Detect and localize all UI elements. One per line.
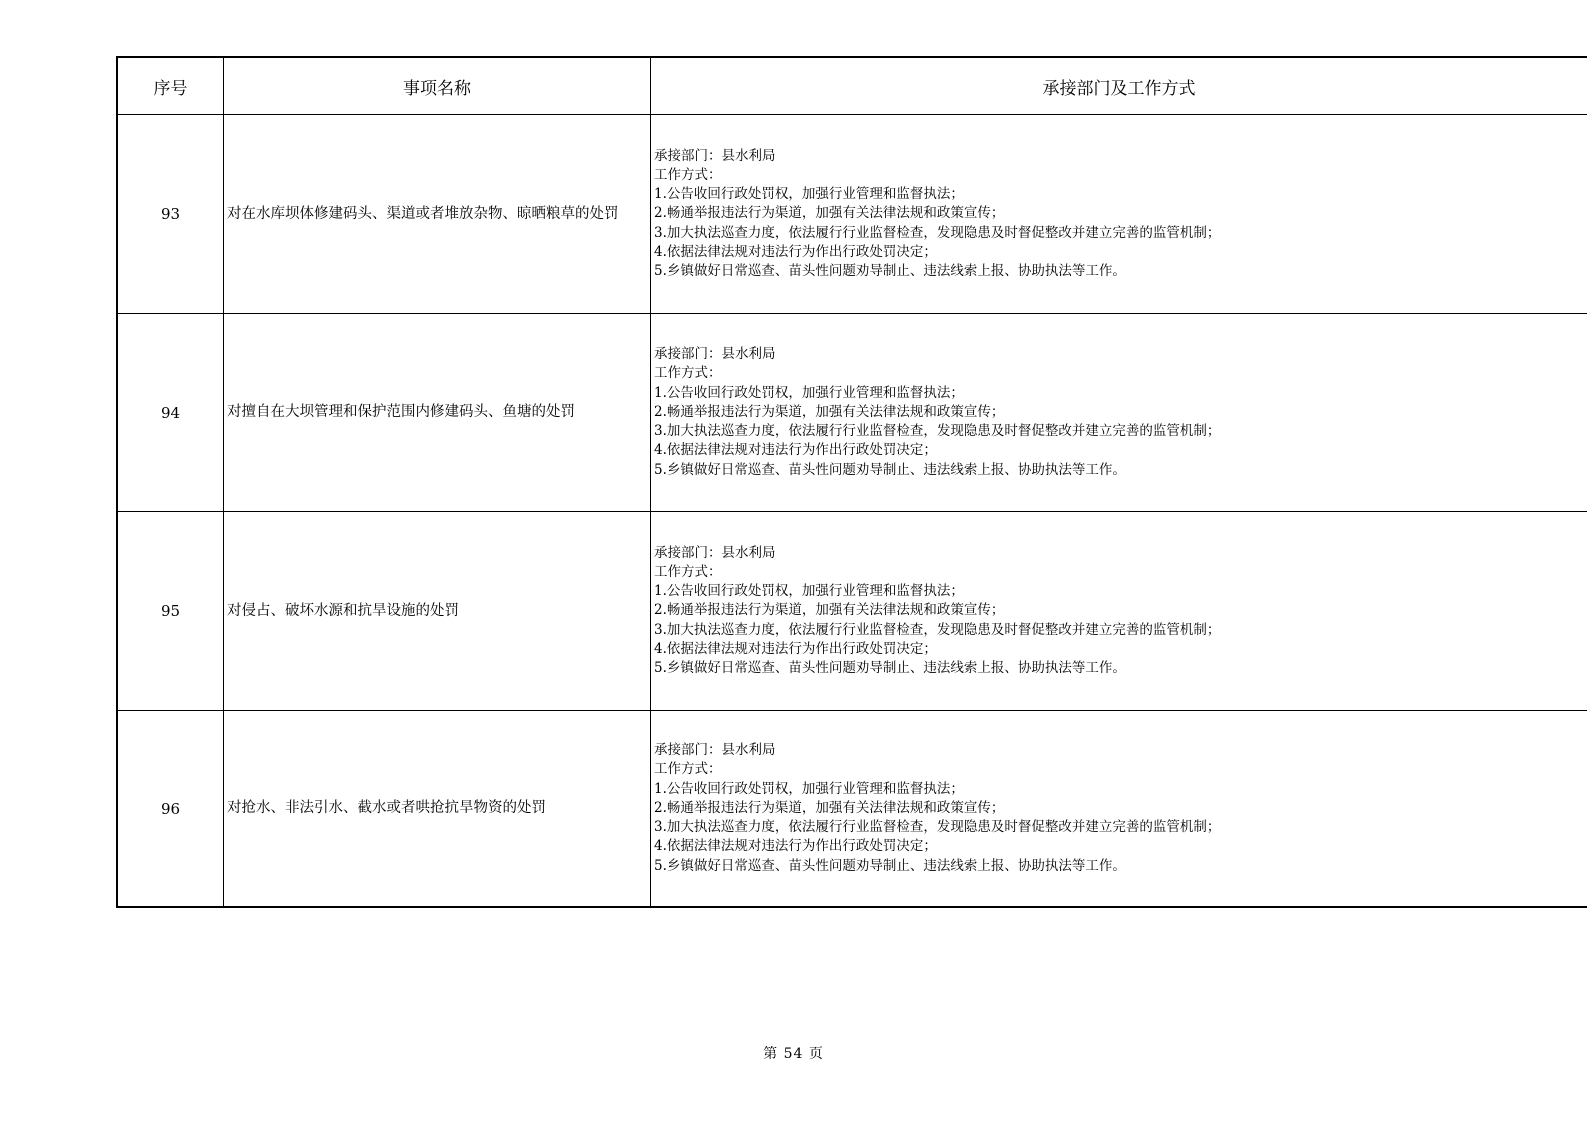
method-department: 承接部门：县水利局 — [654, 544, 776, 561]
row-name: 对侵占、破坏水源和抗旱设施的处罚 — [224, 512, 651, 710]
method-step: 1.公告收回行政处罚权，加强行业管理和监督执法； — [654, 780, 964, 797]
table-row — [118, 115, 1587, 314]
method-step: 2.畅通举报违法行为渠道，加强有关法律法规和政策宣传； — [654, 403, 1005, 420]
items-table — [116, 56, 1587, 908]
method-step: 5.乡镇做好日常巡查、苗头性问题劝导制止、违法线索上报、协助执法等工作。 — [654, 660, 1126, 676]
row-name: 对擅自在大坝管理和保护范围内修建码头、鱼塘的处罚 — [224, 314, 651, 511]
method-heading: 工作方式： — [654, 365, 722, 382]
method-step: 4.依据法律法规对违法行为作出行政处罚决定； — [654, 640, 937, 657]
row-index: 93 — [118, 115, 224, 313]
method-step: 3.加大执法巡查力度，依法履行行业监督检查，发现隐患及时督促整改并建立完善的监管机制； — [654, 423, 1221, 440]
table-row — [118, 314, 1587, 512]
method-step: 1.公告收回行政处罚权，加强行业管理和监督执法； — [654, 583, 964, 600]
row-method — [651, 314, 1587, 511]
row-index: 96 — [118, 711, 224, 906]
row-method — [651, 115, 1587, 313]
table-row — [118, 711, 1587, 906]
method-department: 承接部门：县水利局 — [654, 742, 776, 759]
method-step: 3.加大执法巡查力度，依法履行行业监督检查，发现隐患及时督促整改并建立完善的监管机制； — [654, 819, 1221, 836]
method-step: 1.公告收回行政处罚权，加强行业管理和监督执法； — [654, 186, 964, 203]
method-heading: 工作方式： — [654, 166, 722, 183]
method-step: 5.乡镇做好日常巡查、苗头性问题劝导制止、违法线索上报、协助执法等工作。 — [654, 857, 1126, 874]
method-step: 1.公告收回行政处罚权，加强行业管理和监督执法； — [654, 384, 964, 401]
method-step: 2.畅通举报违法行为渠道，加强有关法律法规和政策宣传； — [654, 205, 1005, 222]
page-number: 第 54 页 — [763, 1046, 824, 1062]
row-name: 对在水库坝体修建码头、渠道或者堆放杂物、晾晒粮草的处罚 — [224, 115, 651, 313]
method-step: 4.依据法律法规对违法行为作出行政处罚决定； — [654, 243, 937, 260]
method-heading: 工作方式： — [654, 563, 722, 580]
method-step: 3.加大执法巡查力度，依法履行行业监督检查，发现隐患及时督促整改并建立完善的监管机制； — [654, 621, 1221, 638]
row-index: 95 — [118, 512, 224, 710]
row-name: 对抢水、非法引水、截水或者哄抢抗旱物资的处罚 — [224, 711, 651, 906]
method-step: 5.乡镇做好日常巡查、苗头性问题劝导制止、违法线索上报、协助执法等工作。 — [654, 263, 1126, 279]
method-heading: 工作方式： — [654, 761, 722, 778]
header-method: 承接部门及工作方式 — [1042, 78, 1196, 99]
row-index: 94 — [118, 314, 224, 511]
method-step: 3.加大执法巡查力度，依法履行行业监督检查，发现隐患及时督促整改并建立完善的监管机制； — [654, 224, 1221, 241]
row-method — [651, 512, 1587, 710]
row-method — [651, 711, 1587, 906]
method-step: 4.依据法律法规对违法行为作出行政处罚决定； — [654, 838, 937, 855]
method-step: 2.畅通举报违法行为渠道，加强有关法律法规和政策宣传； — [654, 602, 1005, 619]
table-header-row — [118, 58, 1587, 115]
method-step: 4.依据法律法规对违法行为作出行政处罚决定； — [654, 442, 937, 459]
method-department: 承接部门：县水利局 — [654, 147, 776, 164]
header-name: 事项名称 — [224, 58, 651, 114]
method-department: 承接部门：县水利局 — [654, 346, 776, 363]
table-row — [118, 512, 1587, 711]
method-step: 2.畅通举报违法行为渠道，加强有关法律法规和政策宣传； — [654, 799, 1005, 816]
method-step: 5.乡镇做好日常巡查、苗头性问题劝导制止、违法线索上报、协助执法等工作。 — [654, 461, 1126, 478]
header-index: 序号 — [118, 58, 224, 114]
